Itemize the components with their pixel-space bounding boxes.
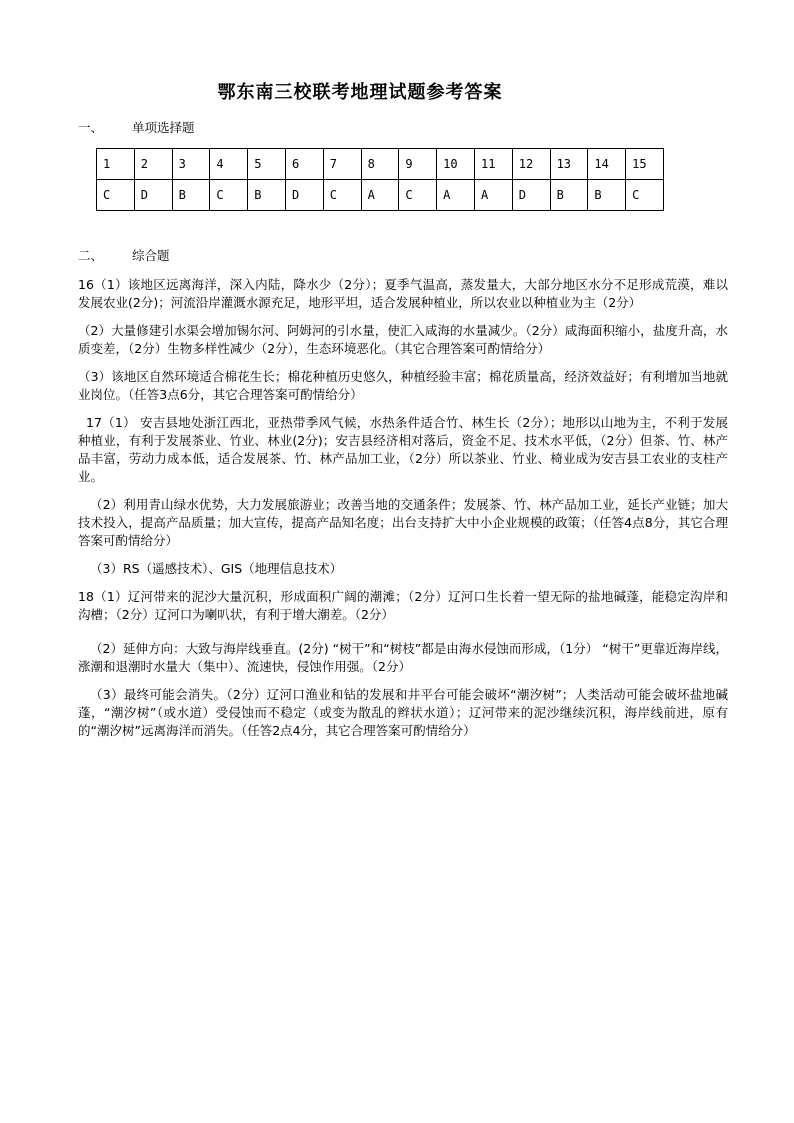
question-number-cell: 7 (323, 149, 361, 180)
question-number-cell: 5 (248, 149, 286, 180)
question-number-cell: 13 (550, 149, 588, 180)
question-number-row (97, 149, 664, 180)
answer-cell: B (248, 180, 286, 211)
question-number-cell: 4 (210, 149, 248, 180)
answer-table (96, 148, 664, 211)
question-number-cell: 9 (399, 149, 437, 180)
answer-cell: C (210, 180, 248, 211)
answer-17-1: 17（1） 安吉县地处浙江西北，亚热带季风气候，水热条件适合竹、林生长（2分）；地形以山地为主，不利于发展种植业，有利于发展茶业、竹业、林业(2分)；安吉县经济相对落后，资金不足、技术水平低，（2分）但茶、竹、林产品丰富，劳动力成本低，适合发展茶、竹、林产品加工业，（2分）所以茶业、竹业、椅业成为安吉县工农业的支柱产业。 (78, 415, 728, 484)
answer-row (97, 180, 664, 211)
question-number-cell: 15 (626, 149, 664, 180)
answer-16-3: （3）该地区自然环境适合棉花生长；棉花种植历史悠久，种植经验丰富；棉花质量高，经济效益好；有利增加当地就业岗位。（任答3点6分，其它合理答案可酌情给分） (78, 369, 728, 402)
answer-cell: A (474, 180, 512, 211)
answer-17-3: （3）RS（遥感技术）、GIS（地理信息技术） (90, 561, 343, 576)
answer-cell: D (285, 180, 323, 211)
answer-cell: B (172, 180, 210, 211)
section-number: 一、 (78, 120, 104, 135)
answer-cell: A (437, 180, 475, 211)
section-number: 二、 (78, 248, 104, 263)
answer-cell: C (626, 180, 664, 211)
answer-cell: D (512, 180, 550, 211)
question-number-cell: 8 (361, 149, 399, 180)
answer-16-1: 16（1）该地区远离海洋，深入内陆，降水少（2分）；夏季气温高，蒸发量大，大部分地区水分不足形成荒漠，难以发展农业(2分)；河流沿岸灌溉水源充足，地形平坦，适合发展种植业，所以农业以种植业为主（2分） (78, 277, 728, 310)
answer-cell: C (97, 180, 135, 211)
page-title: 鄂东南三校联考地理试题参考答案 (217, 82, 503, 103)
answer-cell: B (550, 180, 588, 211)
answer-16-2: （2）大量修建引水渠会增加锡尔河、阿姆河的引水量，使汇入咸海的水量减少。（2分）咸海面积缩小，盐度升高，水质变差，（2分）生物多样性减少（2分），生态环境恶化。（其它合理答案可酌情给分） (78, 323, 728, 356)
question-number-cell: 2 (134, 149, 172, 180)
section-label: 综合题 (132, 248, 170, 263)
question-number-cell: 10 (437, 149, 475, 180)
section-heading-single-choice (78, 118, 195, 136)
question-number-cell: 3 (172, 149, 210, 180)
question-number-cell: 12 (512, 149, 550, 180)
question-number-cell: 1 (97, 149, 135, 180)
question-number-cell: 14 (588, 149, 626, 180)
section-heading-comprehensive (78, 246, 170, 264)
section-label: 单项选择题 (132, 120, 195, 135)
answer-18-3: （3）最终可能会消失。（2分）辽河口渔业和钻的发展和井平台可能会破坏“潮汐树”；人类活动可能会破坏盐地碱蓬，“潮汐树”（或水道）受侵蚀而不稳定（或变为散乱的辫状水道）；辽河带来的泥沙继续沉积，海岸线前进，原有的“潮汐树”远离海洋而消失。（任答2点4分，其它合理答案可酌情给分） (78, 687, 728, 738)
answer-18-2: （2）延伸方向：大致与海岸线垂直。(2分) “树干”和“树枝”都是由海水侵蚀而形成，（1分） “树干”更靠近海岸线，涨潮和退潮时水量大（集中）、流速快，侵蚀作用强。（2分） (78, 641, 728, 674)
answer-body (78, 276, 728, 750)
answer-18-1: 18（1）辽河带来的泥沙大量沉积，形成面积广阔的潮滩；（2分）辽河口生长着一望无际的盐地碱蓬，能稳定沟岸和沟槽；（2分）辽河口为喇叭状，有利于增大潮差。（2分） (78, 589, 728, 622)
answer-cell: C (323, 180, 361, 211)
answer-cell: C (399, 180, 437, 211)
answer-cell: A (361, 180, 399, 211)
question-number-cell: 6 (285, 149, 323, 180)
answer-cell: D (134, 180, 172, 211)
answer-cell: B (588, 180, 626, 211)
question-number-cell: 11 (474, 149, 512, 180)
answer-17-2: （2）利用青山绿水优势，大力发展旅游业；改善当地的交通条件；发展茶、竹、林产品加工业，延长产业链；加大技术投入，提高产品质量；加大宣传，提高产品知名度；出台支持扩大中小企业规模的政策；（任答4点8分，其它合理答案可酌情给分） (78, 497, 728, 548)
